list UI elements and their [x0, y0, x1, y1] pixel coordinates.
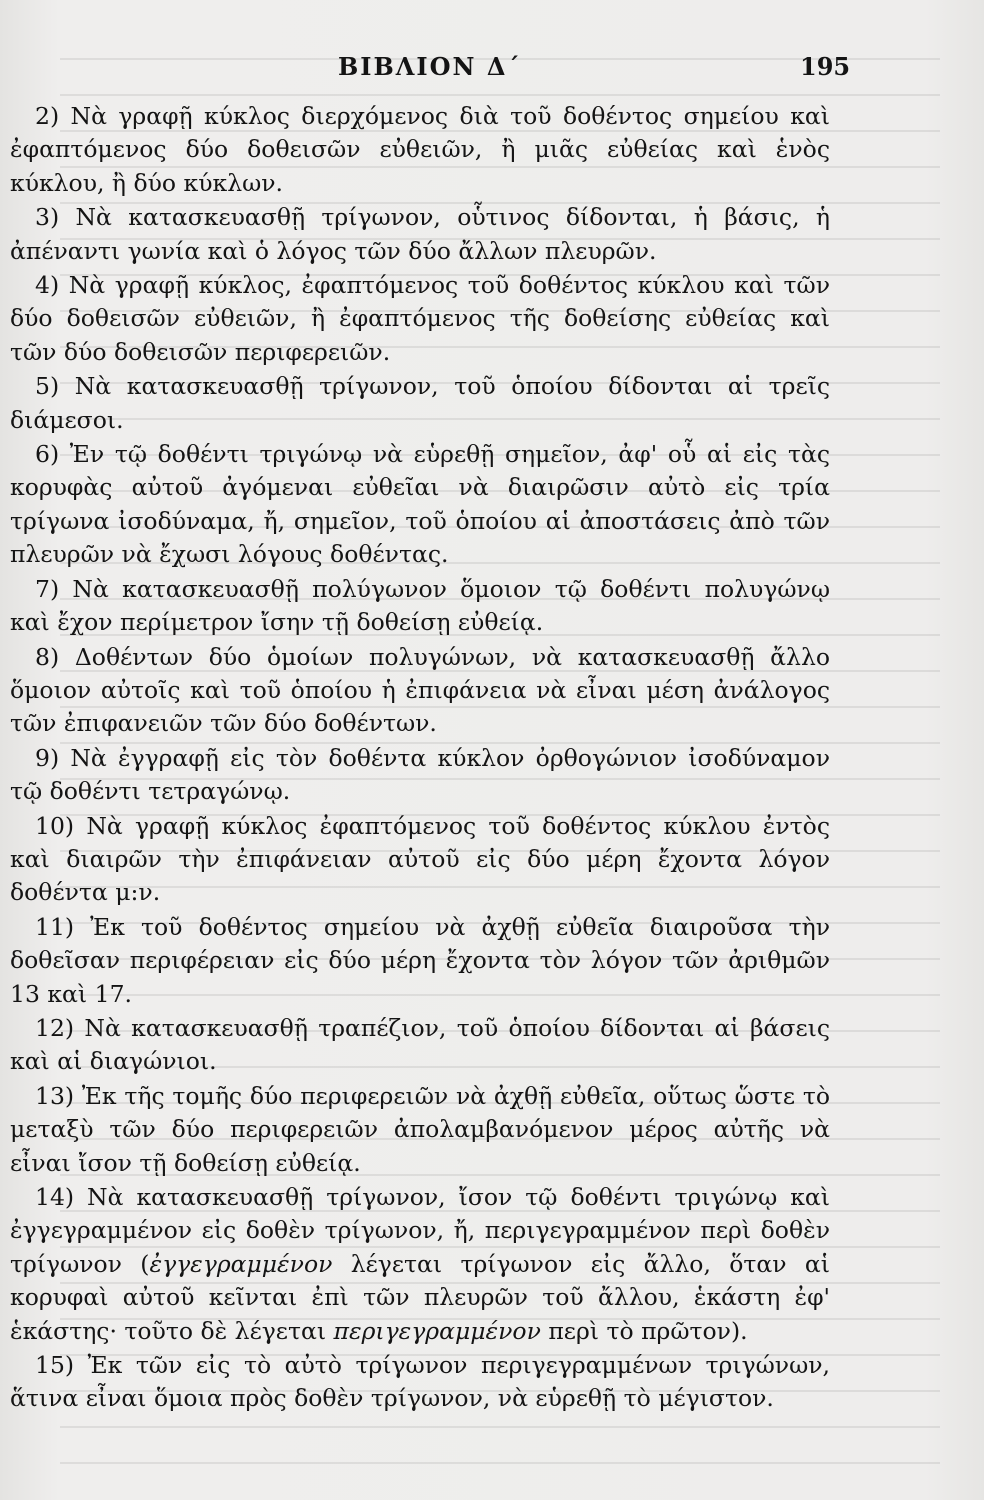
page-header: [0, 52, 984, 88]
exercise-14-text-a: 14) Νὰ κατασκευασθῇ τρίγωνον, ἴσον τῷ δοθέντι τριγώνῳ καὶ ἐγγεγραμμένον εἰς δοθὲν τρίγωνον, ἤ, περιγεγραμμένον περὶ δοθὲν τρίγωνον (: [10, 1183, 830, 1278]
exercise-14-text-b: λέγεται τρίγωνον εἰς ἄλλο, ὅταν αἱ κορυφαὶ αὐτοῦ κεῖνται ἐπὶ τῶν πλευρῶν τοῦ ἄλλου, ἑκάστη ἐφ' ἑκάστης· τοῦτο δὲ λέγεται: [10, 1249, 830, 1345]
exercise-14: [10, 1181, 830, 1348]
term-circumscribed: περιγεγραμμένον: [333, 1316, 541, 1345]
term-inscribed: ἐγγεγραμμένον: [149, 1249, 333, 1278]
exercise-4: 4) Νὰ γραφῇ κύκλος, ἐφαπτόμενος τοῦ δοθέντος κύκλου καὶ τῶν δύο δοθεισῶν εὐθειῶν, ἢ ἐφαπτόμενος τῆς δοθείσης εὐθείας καὶ τῶν δύο δοθεισῶν περιφερειῶν.: [10, 271, 830, 366]
exercise-3: 3) Νὰ κατασκευασθῇ τρίγωνον, οὗτινος δίδονται, ἡ βάσις, ἡ ἀπέναντι γωνία καὶ ὁ λόγος τῶν δύο ἄλλων πλευρῶν.: [10, 203, 830, 265]
exercise-14-text-c: περὶ τὸ πρῶτον).: [540, 1316, 748, 1345]
page-number: 195: [800, 52, 851, 81]
exercise-7: 7) Νὰ κατασκευασθῇ πολύγωνον ὅμοιον τῷ δοθέντι πολυγώνῳ καὶ ἔχον περίμετρον ἴσην τῇ δοθείσῃ εὐθείᾳ.: [10, 574, 830, 637]
exercise-12: 12) Νὰ κατασκευασθῇ τραπέζιον, τοῦ ὁποίου δίδονται αἱ βάσεις καὶ αἱ διαγώνιοι.: [10, 1013, 830, 1076]
exercise-5: 5) Νὰ κατασκευασθῇ τρίγωνον, τοῦ ὁποίου δίδονται αἱ τρεῖς διάμεσοι.: [10, 372, 830, 434]
exercise-6: 6) Ἐν τῷ δοθέντι τριγώνῳ νὰ εὑρεθῇ σημεῖον, ἀφ' οὗ αἱ εἰς τὰς κορυφὰς αὐτοῦ ἀγόμεναι εὐθεῖαι νὰ διαιρῶσιν αὐτὸ εἰς τρία τρίγωνα ἰσοδύναμα, ἤ, σημεῖον, τοῦ ὁποίου αἱ ἀποστάσεις ἀπὸ τῶν πλευρῶν νὰ ἔχωσι λόγους δοθέντας.: [10, 440, 830, 569]
exercise-list: [10, 100, 830, 1417]
running-title: ΒΙΒΛΙΟΝ Δ΄: [338, 52, 522, 81]
exercise-13: 13) Ἐκ τῆς τομῆς δύο περιφερειῶν νὰ ἀχθῇ εὐθεῖα, οὕτως ὥστε τὸ μεταξὺ τῶν δύο περιφερειῶν ἀπολαμβανόμενον μέρος αὐτῆς νὰ εἶναι ἴσον τῇ δοθείσῃ εὐθείᾳ.: [10, 1081, 830, 1177]
exercise-8: 8) Δοθέντων δύο ὁμοίων πολυγώνων, νὰ κατασκευασθῇ ἄλλο ὅμοιον αὐτοῖς καὶ τοῦ ὁποίου ἡ ἐπιφάνεια νὰ εἶναι μέση ἀνάλογος τῶν ἐπιφανειῶν τῶν δύο δοθέντων.: [10, 642, 830, 738]
exercise-10: 10) Νὰ γραφῇ κύκλος ἐφαπτόμενος τοῦ δοθέντος κύκλου ἐντὸς καὶ διαιρῶν τὴν ἐπιφάνειαν αὐτοῦ εἰς δύο μέρη ἔχοντα λόγον δοθέντα μ:ν.: [10, 811, 830, 907]
exercise-15: 15) Ἐκ τῶν εἰς τὸ αὐτὸ τρίγωνον περιγεγραμμένων τριγώνων, ἅτινα εἶναι ὅμοια πρὸς δοθὲν τρίγωνον, νὰ εὑρεθῇ τὸ μέγιστον.: [10, 1351, 830, 1413]
exercise-11: 11) Ἐκ τοῦ δοθέντος σημείου νὰ ἀχθῇ εὐθεῖα διαιροῦσα τὴν δοθεῖσαν περιφέρειαν εἰς δύο μέρη ἔχοντα τὸν λόγον τῶν ἀριθμῶν 13 καὶ 17.: [10, 912, 830, 1008]
exercise-2: 2) Νὰ γραφῇ κύκλος διερχόμενος διὰ τοῦ δοθέντος σημείου καὶ ἐφαπτόμενος δύο δοθεισῶν εὐθειῶν, ἢ μιᾶς εὐθείας καὶ ἑνὸς κύκλου, ἢ δύο κύκλων.: [10, 102, 830, 197]
exercise-9: 9) Νὰ ἐγγραφῇ εἰς τὸν δοθέντα κύκλον ὀρθογώνιον ἰσοδύναμον τῷ δοθέντι τετραγώνῳ.: [10, 743, 830, 806]
